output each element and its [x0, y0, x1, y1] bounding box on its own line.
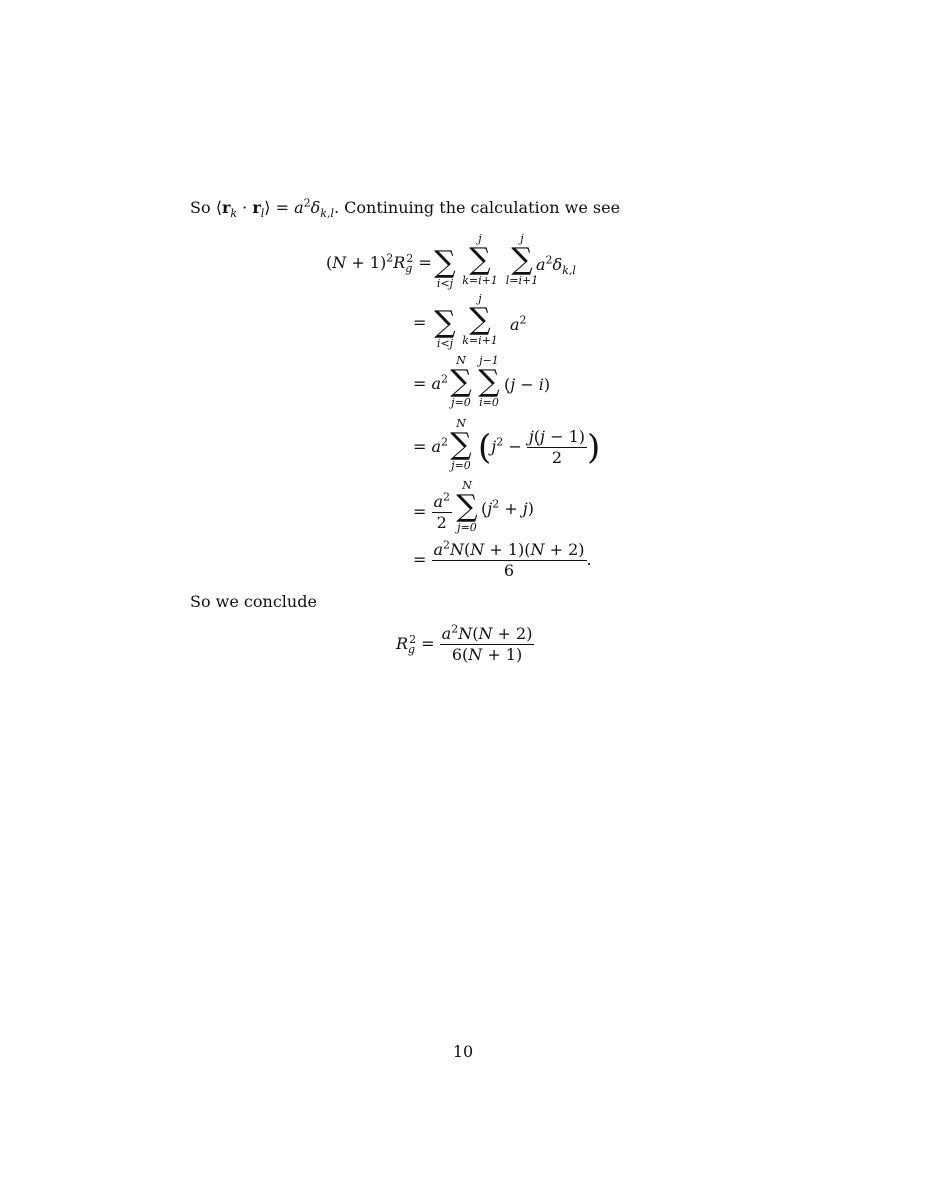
fraction-a2-over-2: $\frac{a^2}{2}$: [433, 490, 451, 532]
sum-symbol-i-lt-j: ∑ i<j: [434, 245, 456, 290]
derivation-step-1-term: $a^2\delta_{k,l}$: [536, 253, 576, 278]
sum-symbol-l: j ∑ l=i+1: [505, 232, 539, 287]
derivation-step-2-eq: =: [413, 313, 427, 332]
derivation-step-2-term: $a^2$: [510, 313, 527, 334]
page-number: 10: [452, 1042, 474, 1061]
sum-symbol-j-0-N-2: N ∑ j=0: [450, 417, 472, 472]
derivation-step-3-term: (j − i): [504, 375, 551, 394]
intro-continuation: Continuing the calculation we see: [344, 198, 621, 217]
result-equation: $R_g^2$ = $\frac{a^2N(N + 2)}{6(N + 1)}$: [396, 622, 533, 664]
derivation-step-4-term: ($j^2$ − $\frac{j(j - 1)}{2}$ ): [478, 427, 601, 468]
derivation-step-4-eq: = $a^2$: [413, 435, 449, 456]
intro-prefix: So: [190, 198, 211, 217]
inner-product-expression: $⟨r_k$ · $r_l⟩ = a^2\delta_{k,l}$.: [215, 196, 340, 221]
sum-symbol-i-0: j−1 ∑ i=0: [478, 354, 500, 409]
conclusion-paragraph: So we conclude: [190, 592, 317, 611]
result-fraction: $\frac{a^2N(N + 2)}{6(N + 1)}$: [441, 622, 533, 664]
fraction-final-sum: $\frac{a^2N(N + 1)(N + 2)}{6}$: [433, 538, 585, 580]
sum-symbol-i-lt-j-2: ∑ i<j: [434, 305, 456, 350]
fraction-j-j-minus-1-over-2: $\frac{j(j - 1)}{2}$: [528, 427, 585, 467]
derivation-step-5-eq: = $\frac{a^2}{2}$: [413, 490, 451, 532]
derivation-step-5-term: $(j^2 + j)$: [481, 497, 535, 518]
derivation-step-3-eq: = $a^2$: [413, 372, 449, 393]
derivation-step-6: = $\frac{a^2N(N + 1)(N + 2)}{6}$ .: [413, 538, 592, 580]
derivation-lhs: $(N + 1)^2R_g^2$ =: [326, 251, 432, 276]
sum-symbol-k: j ∑ k=i+1: [462, 232, 498, 287]
sum-symbol-j-0-N-3: N ∑ j=0: [456, 479, 478, 534]
sum-symbol-j-0-N: N ∑ j=0: [450, 354, 472, 409]
sum-symbol-k-2: j ∑ k=i+1: [462, 292, 498, 347]
